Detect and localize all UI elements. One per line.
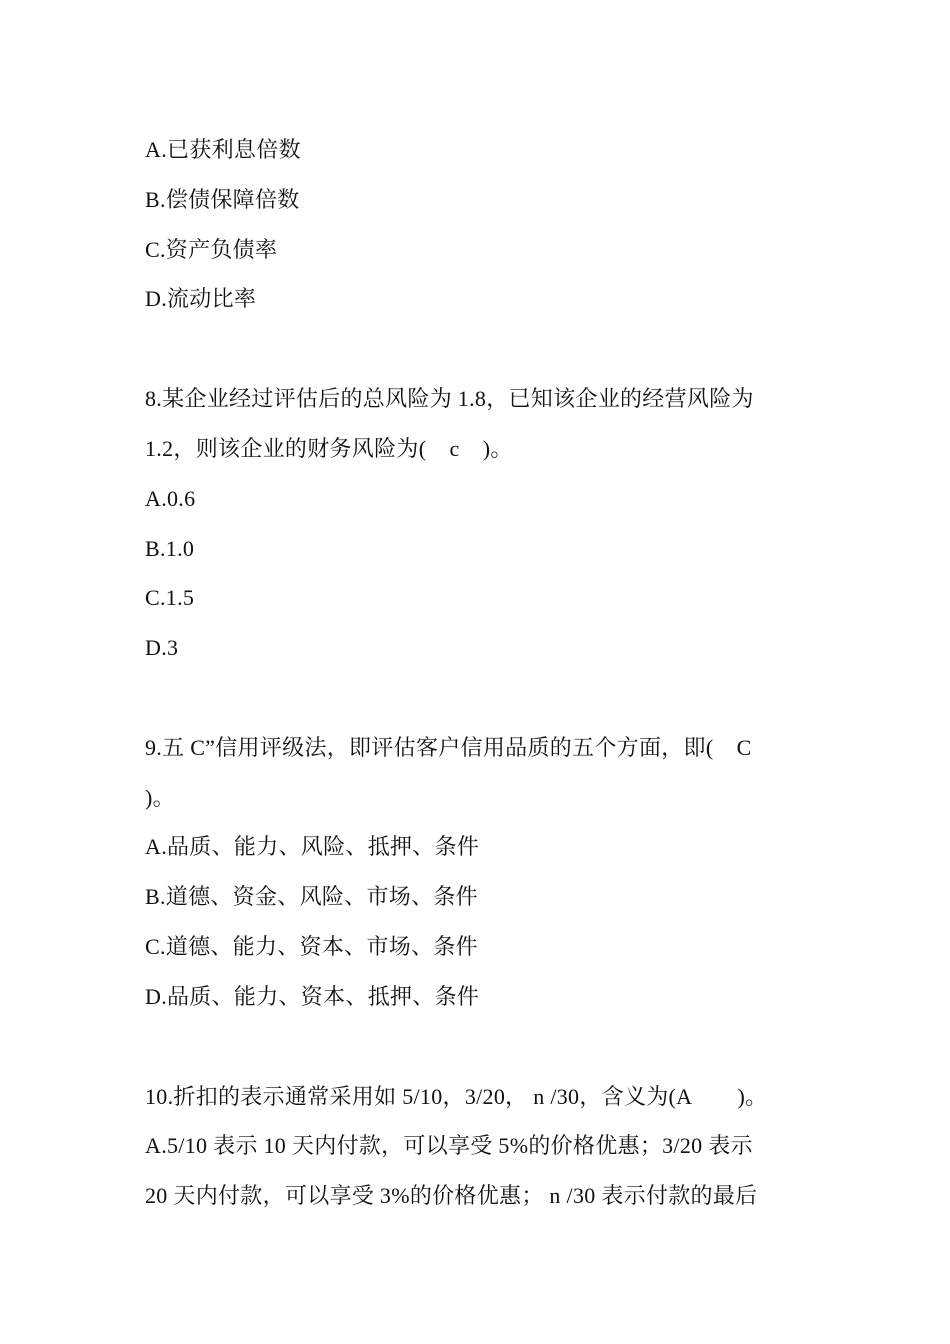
q7-option-b: B.偿债保障倍数	[145, 187, 300, 212]
q10-question: 10.折扣的表示通常采用如 5/10，3/20， n /30，含义为(A )。	[145, 1084, 768, 1109]
q8-option-d: D.3	[145, 635, 179, 660]
q8-option-b: B.1.0	[145, 536, 195, 561]
q7-option-c: C.资产负债率	[145, 237, 278, 262]
q10-option-a-line-1: A.5/10 表示 10 天内付款，可以享受 5%的价格优惠；3/20 表示	[145, 1133, 753, 1158]
q9-question-line-2: )。	[145, 785, 175, 810]
q10-option-a-line-2: 20 天内付款，可以享受 3%的价格优惠； n /30 表示付款的最后	[145, 1183, 758, 1208]
q8-option-a: A.0.6	[145, 486, 196, 511]
q9-question-line-1: 9.五 C”信用评级法，即评估客户信用品质的五个方面，即( C	[145, 735, 752, 760]
q8-option-c: C.1.5	[145, 585, 195, 610]
q7-option-a: A.已获利息倍数	[145, 137, 301, 162]
q8-question-line-2: 1.2，则该企业的财务风险为( c )。	[145, 436, 513, 461]
q9-option-b: B.道德、资金、风险、市场、条件	[145, 884, 478, 909]
q9-option-d: D.品质、能力、资本、抵押、条件	[145, 984, 480, 1009]
q9-option-c: C.道德、能力、资本、市场、条件	[145, 934, 478, 959]
q9-option-a: A.品质、能力、风险、抵押、条件	[145, 834, 480, 859]
q8-question-line-1: 8.某企业经过评估后的总风险为 1.8，已知该企业的经营风险为	[145, 386, 754, 411]
q7-option-d: D.流动比率	[145, 286, 257, 311]
